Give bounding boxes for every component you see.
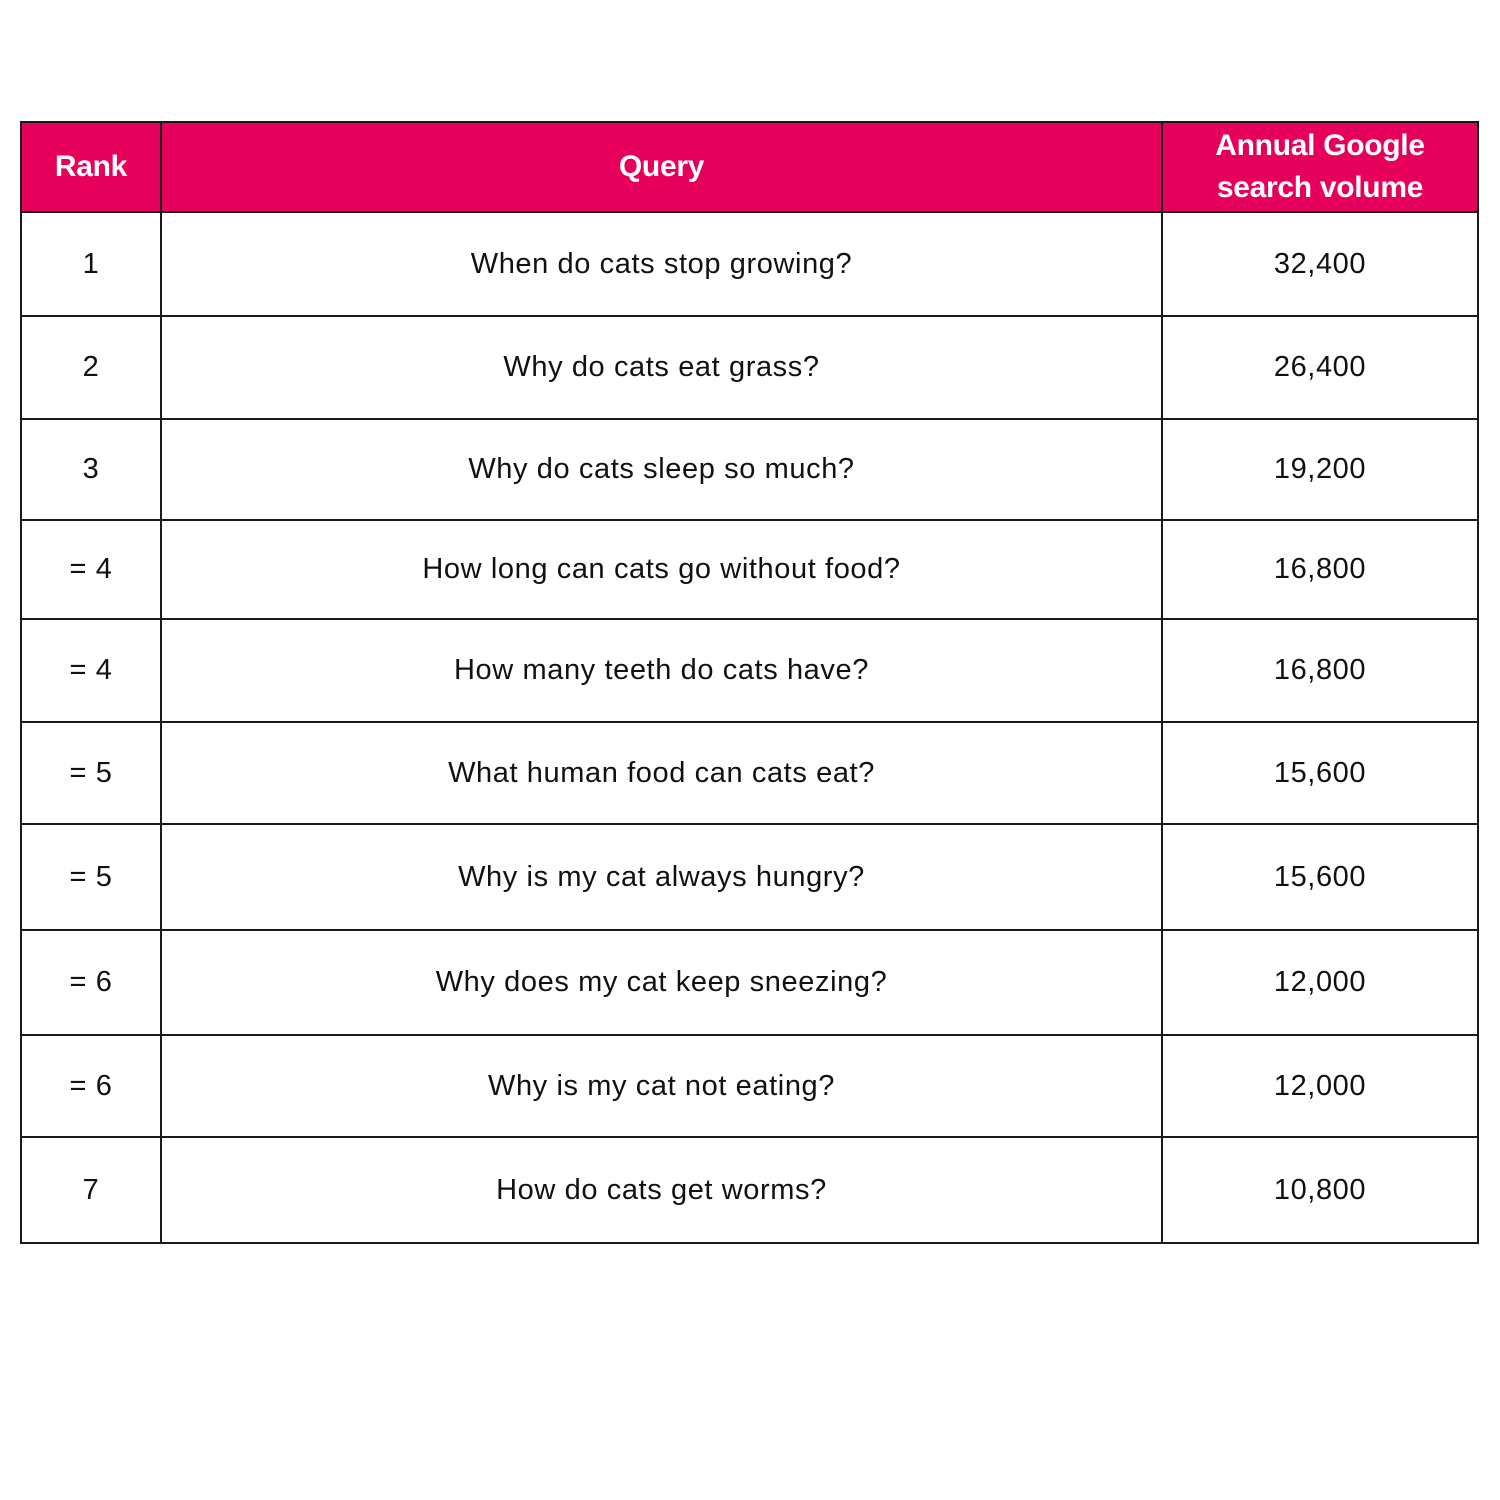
rank-cell: = 4 bbox=[21, 619, 161, 722]
query-cell: Why do cats sleep so much? bbox=[161, 419, 1162, 520]
column-header-volume-line1: Annual Google bbox=[1215, 129, 1425, 162]
volume-cell: 26,400 bbox=[1162, 316, 1478, 419]
volume-cell: 15,600 bbox=[1162, 824, 1478, 930]
volume-cell: 15,600 bbox=[1162, 722, 1478, 824]
column-header-rank: Rank bbox=[21, 122, 161, 212]
volume-cell: 10,800 bbox=[1162, 1137, 1478, 1243]
volume-cell: 32,400 bbox=[1162, 212, 1478, 316]
rank-cell: 7 bbox=[21, 1137, 161, 1243]
query-cell: How long can cats go without food? bbox=[161, 520, 1162, 619]
rank-cell: = 5 bbox=[21, 824, 161, 930]
rank-cell: = 4 bbox=[21, 520, 161, 619]
volume-cell: 16,800 bbox=[1162, 520, 1478, 619]
volume-cell: 12,000 bbox=[1162, 1035, 1478, 1137]
table-row bbox=[21, 419, 1478, 520]
query-cell: Why does my cat keep sneezing? bbox=[161, 930, 1162, 1035]
query-cell: Why is my cat not eating? bbox=[161, 1035, 1162, 1137]
rank-cell: = 5 bbox=[21, 722, 161, 824]
query-cell: What human food can cats eat? bbox=[161, 722, 1162, 824]
table-row bbox=[21, 619, 1478, 722]
volume-cell: 16,800 bbox=[1162, 619, 1478, 722]
rank-cell: 1 bbox=[21, 212, 161, 316]
query-cell: Why is my cat always hungry? bbox=[161, 824, 1162, 930]
query-cell: How do cats get worms? bbox=[161, 1137, 1162, 1243]
rank-cell: = 6 bbox=[21, 1035, 161, 1137]
header-row bbox=[21, 122, 1478, 212]
query-cell: When do cats stop growing? bbox=[161, 212, 1162, 316]
volume-cell: 19,200 bbox=[1162, 419, 1478, 520]
query-cell: Why do cats eat grass? bbox=[161, 316, 1162, 419]
table-row bbox=[21, 1137, 1478, 1243]
volume-cell: 12,000 bbox=[1162, 930, 1478, 1035]
column-header-volume-line2: search volume bbox=[1216, 171, 1424, 204]
table-row bbox=[21, 1035, 1478, 1137]
table-row bbox=[21, 316, 1478, 419]
search-volume-table bbox=[20, 121, 1479, 1244]
table-header bbox=[21, 122, 1478, 212]
table-row bbox=[21, 824, 1478, 930]
table-row bbox=[21, 722, 1478, 824]
column-header-volume bbox=[1162, 122, 1478, 212]
column-header-query: Query bbox=[161, 122, 1162, 212]
table-body bbox=[21, 212, 1478, 1243]
query-cell: How many teeth do cats have? bbox=[161, 619, 1162, 722]
rank-cell: 3 bbox=[21, 419, 161, 520]
rank-cell: = 6 bbox=[21, 930, 161, 1035]
table-row bbox=[21, 520, 1478, 619]
rank-cell: 2 bbox=[21, 316, 161, 419]
table-row bbox=[21, 930, 1478, 1035]
table-row bbox=[21, 212, 1478, 316]
search-volume-table-container bbox=[20, 121, 1477, 1244]
